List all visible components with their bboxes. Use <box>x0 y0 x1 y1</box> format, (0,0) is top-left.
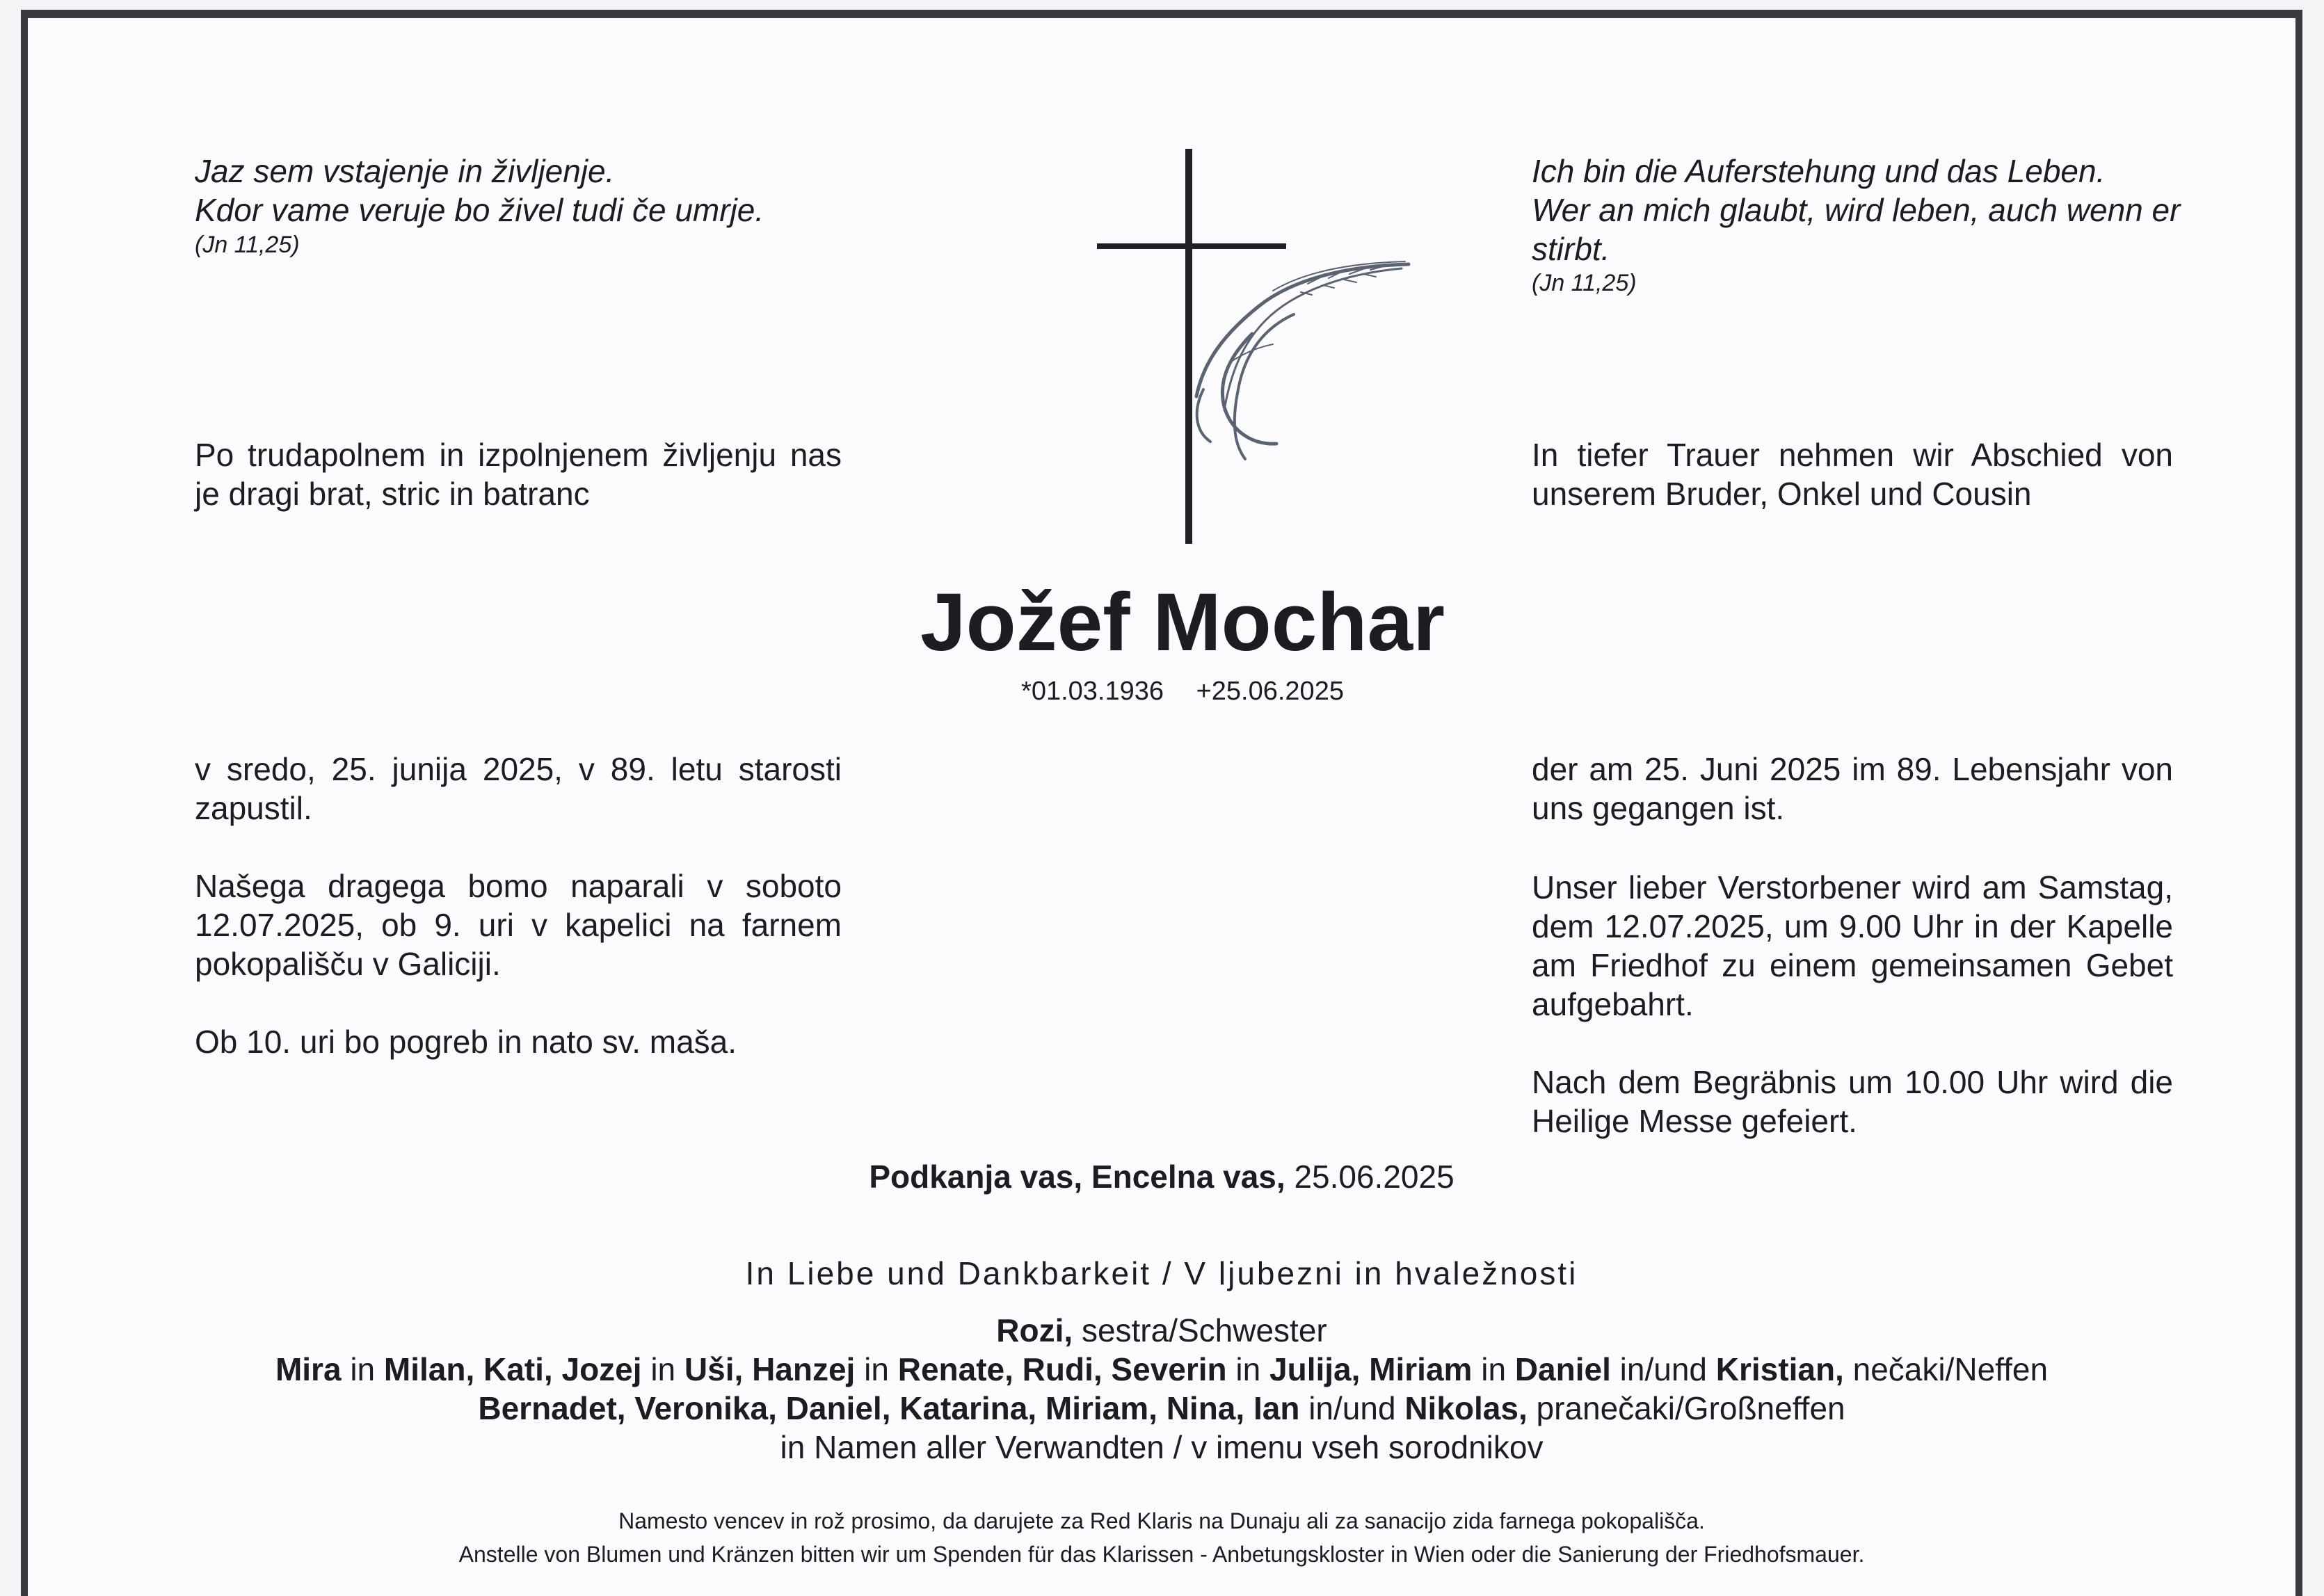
conjunction: in <box>650 1351 676 1387</box>
conjunction: in <box>1235 1351 1261 1387</box>
mourner-names: Kristian, <box>1715 1351 1844 1387</box>
mourner-names: Nikolas, <box>1404 1390 1528 1426</box>
mourners-line-grandnephews <box>139 1389 2184 1428</box>
mourner-names: Bernadet, Veronika, Daniel, Katarina, Miriam, Nina, Ian <box>478 1390 1300 1426</box>
left-verse-line1: Jaz sem vstajenje in življenje. <box>195 153 615 189</box>
right-verse-line1: Ich bin die Auferstehung und das Leben. <box>1532 153 2106 189</box>
cross-horizontal-bar <box>1097 243 1286 249</box>
mourner-names: Mira <box>275 1351 342 1387</box>
mourner-names: Daniel <box>1514 1351 1611 1387</box>
mourner-sister-name: Rozi, <box>996 1312 1073 1348</box>
right-mass-text: Nach dem Begräbnis um 10.00 Uhr wird die Heilige Messe gefeiert. <box>1532 1064 2173 1139</box>
conjunction: in/und <box>1308 1390 1396 1426</box>
mourner-relation: pranečaki/Großneffen <box>1536 1390 1845 1426</box>
right-intro: In tiefer Trauer nehmen wir Abschied von unserem Bruder, Onkel und Cousin <box>1532 437 2173 512</box>
grass-ornament-icon <box>1127 250 1419 466</box>
mourners-line-relatives: in Namen aller Verwandten / v imenu vseh sorodnikov <box>780 1429 1544 1465</box>
place-names: Podkanja vas, Encelna vas, <box>869 1159 1285 1195</box>
conjunction: in <box>1481 1351 1507 1387</box>
mourner-names: Renate, Rudi, Severin <box>897 1351 1227 1387</box>
right-death-text: der am 25. Juni 2025 im 89. Lebensjahr von uns gegangen ist. <box>1532 751 2173 826</box>
conjunction: in/und <box>1619 1351 1707 1387</box>
deceased-name: Jožef Mochar <box>920 577 1445 668</box>
left-death-text: v sredo, 25. junija 2025, v 89. letu starosti zapustil. <box>195 751 842 826</box>
mourner-relation: nečaki/Neffen <box>1852 1351 2049 1387</box>
footer-line-slovenian: Namesto vencev in rož prosimo, da darujete za Red Klaris na Dunaju ali za sanacijo zida farnega pokopališča. <box>618 1508 1705 1533</box>
left-funeral-text: Našega dragega bomo naparali v soboto 12.07.2025, ob 9. uri v kapelici na farnem pokopališču v Galiciji. <box>195 868 842 982</box>
right-funeral-text: Unser lieber Verstorbener wird am Samstag, dem 12.07.2025, um 9.00 Uhr in der Kapelle am Friedhof zu einem gemeinsamen Gebet aufgebahrt. <box>1532 869 2173 1022</box>
mourner-sister-relation: sestra/Schwester <box>1081 1312 1327 1348</box>
mourner-names: Uši, Hanzej <box>684 1351 856 1387</box>
mourners-heading: In Liebe und Dankbarkeit / V ljubezni in hvaležnosti <box>745 1255 1578 1291</box>
death-date: +25.06.2025 <box>1196 677 1344 706</box>
life-dates <box>904 675 1461 708</box>
left-mass-text: Ob 10. uri bo pogreb in nato sv. maša. <box>195 1024 737 1060</box>
right-verse-ref: (Jn 11,25) <box>1532 270 1637 296</box>
mourners-line-nephews <box>139 1350 2184 1389</box>
birth-date: *01.03.1936 <box>1021 677 1164 706</box>
mourner-names: Julija, Miriam <box>1269 1351 1473 1387</box>
conjunction: in <box>864 1351 889 1387</box>
conjunction: in <box>350 1351 376 1387</box>
mourners-line-sister <box>139 1311 2184 1350</box>
footer-line-german: Anstelle von Blumen und Kränzen bitten wir um Spenden für das Klarissen - Anbetungskloster in Wien oder die Sanierung der Friedhofsmauer. <box>458 1542 1865 1567</box>
left-intro: Po trudapolnem in izpolnjenem življenju nas je dragi brat, stric in batranc <box>195 437 842 512</box>
place-date-line <box>139 1157 2184 1196</box>
left-verse-ref: (Jn 11,25) <box>195 232 300 258</box>
notice-date: 25.06.2025 <box>1294 1159 1454 1195</box>
left-verse-line2: Kdor vame veruje bo živel tudi če umrje. <box>195 192 764 228</box>
right-verse-line2: Wer an mich glaubt, wird leben, auch wenn er stirbt. <box>1532 192 2181 267</box>
mourner-names: Milan, Kati, Jozej <box>383 1351 642 1387</box>
